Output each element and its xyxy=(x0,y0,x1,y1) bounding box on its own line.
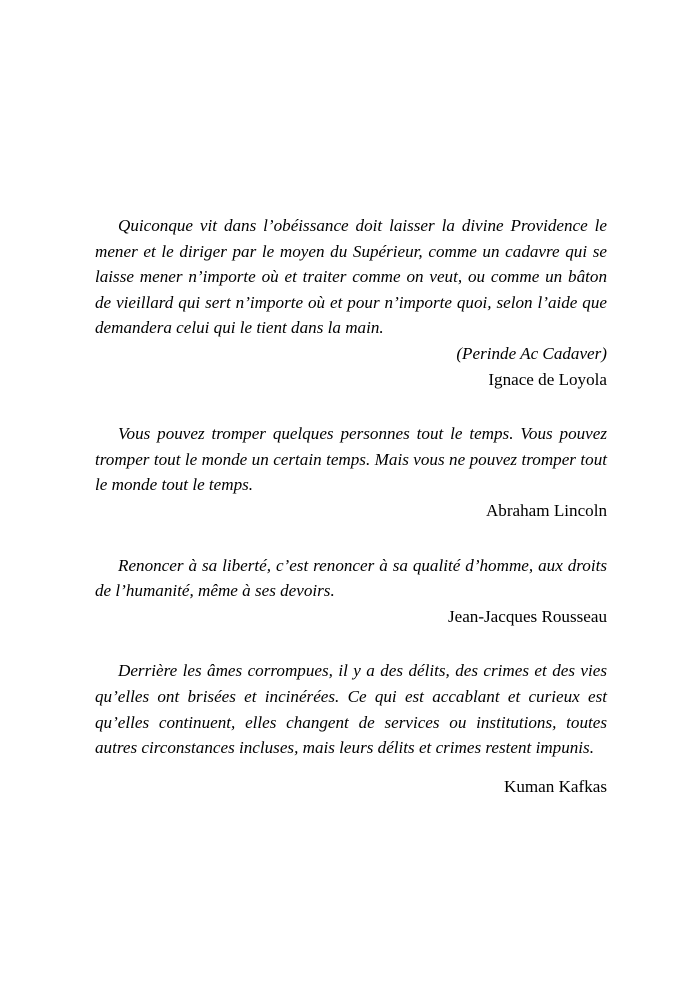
quote-block-lincoln xyxy=(95,421,607,523)
quote-block-kafkas xyxy=(95,658,607,799)
quote-text: Renoncer à sa liberté, c’est renoncer à sa qualité d’homme, aux droits de l’humanité, même à ses devoirs. xyxy=(95,555,607,601)
quote-source: (Perinde Ac Cadaver) xyxy=(456,343,607,363)
quote-block-rousseau xyxy=(95,553,607,630)
quote-author: Abraham Lincoln xyxy=(485,500,607,520)
quote-text: Vous pouvez tromper quelques personnes tout le temps. Vous pouvez tromper tout le monde un certain temps. Mais vous ne pouvez tromper tout le monde tout le temps. xyxy=(95,424,607,495)
quote-block-loyola xyxy=(95,213,607,392)
quote-text: Quiconque vit dans l’obéissance doit laisser la divine Providence le mener et le diriger par le moyen du Supérieur, comme un cadavre qui se laisse mener n’importe où et traiter comme on veut, ou comme un bâton de vieillard qui sert n’importe où et pour n’importe quoi, selon l’aide que demandera celui qui le tient dans la main. xyxy=(95,216,607,338)
quote-author: Jean-Jacques Rousseau xyxy=(447,606,607,626)
quotations-content xyxy=(95,213,607,799)
quote-text: Derrière les âmes corrompues, il y a des délits, des crimes et des vies qu’elles ont brisées et incinérées. Ce qui est accablant et curieux est qu’elles continuent, elles changent de services ou institutions, toutes autres circonstances incluses, mais leurs délits et crimes restent impunis. xyxy=(95,661,607,758)
quote-author: Ignace de Loyola xyxy=(488,369,607,389)
quote-author: Kuman Kafkas xyxy=(503,776,607,796)
